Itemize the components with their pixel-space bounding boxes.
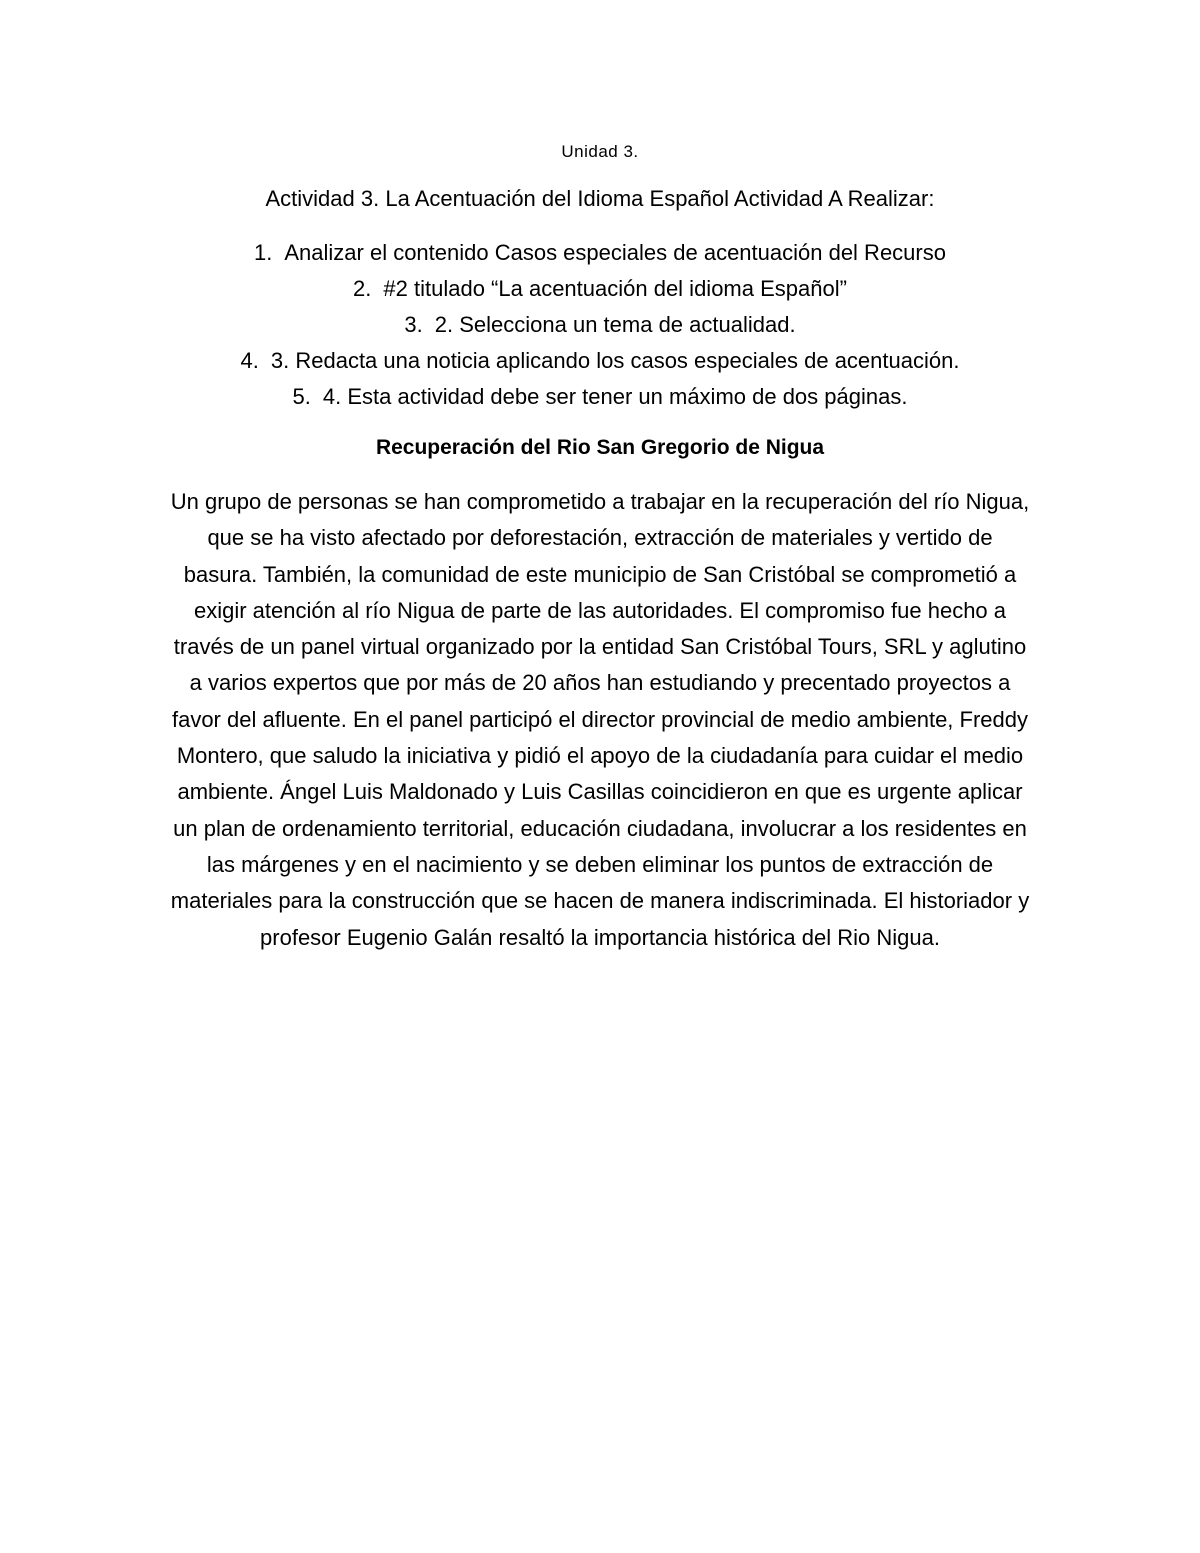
list-item [0, 238, 1200, 274]
task-list [0, 238, 1200, 418]
task-text: 4. Esta actividad debe ser tener un máximo de dos páginas. [322, 384, 908, 409]
task-number: 2. [353, 276, 372, 301]
task-number: 5. [292, 384, 311, 409]
activity-title: Actividad 3. La Acentuación del Idioma Español Actividad A Realizar: [265, 186, 935, 211]
task-text: 3. Redacta una noticia aplicando los casos especiales de acentuación. [270, 348, 960, 373]
list-item [0, 346, 1200, 382]
news-title: Recuperación del Rio San Gregorio de Nigua [375, 436, 825, 459]
list-item [0, 274, 1200, 310]
unit-heading: Unidad 3. [561, 142, 639, 161]
news-body: Un grupo de personas se han comprometido a trabajar en la recuperación del río Nigua, que se ha visto afectado por deforestación, extracción de materiales y vertido de basura. También, la comunidad de este municipio de San Cristóbal se comprometió a exigir atención al río Nigua de parte de las autoridades. El compromiso fue hecho a través de un panel virtual organizado por la entidad San Cristóbal Tours, SRL y aglutino a varios expertos que por más de 20 años han estudiando y precentado proyectos a favor del afluente. En el panel participó el director provincial de medio ambiente, Freddy Montero, que saludo la iniciativa y pidió el apoyo de la ciudadanía para cuidar el medio ambiente. Ángel Luis Maldonado y Luis Casillas coincidieron en que es urgente aplicar un plan de ordenamiento territorial, educación ciudadana, involucrar a los residentes en las márgenes y en el nacimiento y se deben eliminar los puntos de extracción de materiales para la construcción que se hacen de manera indiscriminada. El historiador y profesor Eugenio Galán resaltó la importancia histórica del Rio Nigua. [170, 489, 1030, 950]
task-text: #2 titulado “La acentuación del idioma Español” [383, 276, 847, 301]
task-text: Analizar el contenido Casos especiales de acentuación del Recurso [284, 240, 946, 265]
task-text: 2. Selecciona un tema de actualidad. [434, 312, 796, 337]
task-number: 3. [404, 312, 423, 337]
list-item [0, 310, 1200, 346]
task-number: 1. [254, 240, 273, 265]
list-item [0, 382, 1200, 418]
task-number: 4. [240, 348, 259, 373]
